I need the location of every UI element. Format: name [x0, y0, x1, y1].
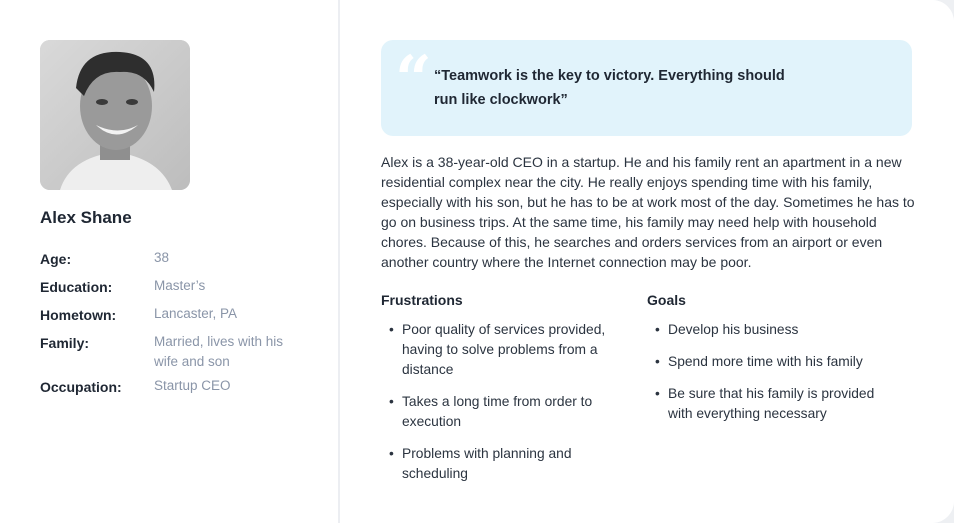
bullet-icon: •	[655, 386, 660, 401]
details-panel	[340, 0, 954, 523]
bullet-icon: •	[389, 322, 394, 337]
bullet-icon: •	[389, 394, 394, 409]
frustrations-title: Frustrations	[381, 292, 463, 308]
persona-bio: Alex is a 38-year-old CEO in a startup. He and his family rent an apartment in a new residential complex near the city. He really enjoys spending time with his family, especially with his son, but he has to be at work most of the day. Sometimes he has to go on business trips. At the same time, his family may need help with household chores. Because of this, he searches and orders services from an airport or even another country where the Internet connection may be poor.	[381, 154, 915, 270]
bullet-icon: •	[389, 446, 394, 461]
fact-family	[40, 334, 310, 378]
fact-value: Startup CEO	[154, 378, 231, 393]
avatar-photo	[40, 40, 190, 190]
list-item-text: Takes a long time from order to execution	[402, 394, 593, 429]
fact-education	[40, 278, 310, 306]
avatar	[40, 40, 190, 190]
list-item-text: Problems with planning and scheduling	[402, 446, 572, 481]
persona-facts	[40, 250, 310, 406]
fact-value: 38	[154, 250, 170, 265]
list-item-text: Be sure that his family is provided with everything necessary	[668, 386, 875, 421]
fact-label: Age:	[40, 251, 72, 267]
goals-list	[647, 320, 897, 436]
fact-occupation	[40, 378, 310, 406]
fact-value: Married, lives with his wife and son	[154, 334, 284, 369]
goals-title: Goals	[647, 292, 686, 308]
fact-label: Education:	[40, 279, 113, 295]
fact-hometown	[40, 306, 310, 334]
list-item	[381, 444, 631, 484]
fact-value: Lancaster, PA	[154, 306, 238, 321]
fact-value: Master’s	[154, 278, 206, 293]
quote-box	[381, 40, 912, 136]
list-item	[381, 392, 631, 432]
persona-name: Alex Shane	[40, 208, 132, 227]
list-item-text: Develop his business	[668, 322, 799, 337]
profile-panel	[0, 0, 340, 523]
quote-mark-icon: “	[395, 42, 432, 117]
list-item-text: Poor quality of services provided, having to solve problems from a distance	[402, 322, 606, 377]
quote-text: “Teamwork is the key to victory. Everything should run like clockwork”	[434, 68, 785, 108]
bullet-icon: •	[655, 322, 660, 337]
fact-label: Hometown:	[40, 307, 117, 323]
list-item-text: Spend more time with his family	[668, 354, 863, 369]
fact-label: Family:	[40, 335, 90, 351]
list-item	[647, 352, 897, 372]
list-item	[647, 384, 897, 424]
fact-label: Occupation:	[40, 379, 122, 395]
list-item	[381, 320, 631, 380]
bullet-icon: •	[655, 354, 660, 369]
fact-age	[40, 250, 310, 278]
frustrations-list	[381, 320, 631, 496]
list-item	[647, 320, 897, 340]
